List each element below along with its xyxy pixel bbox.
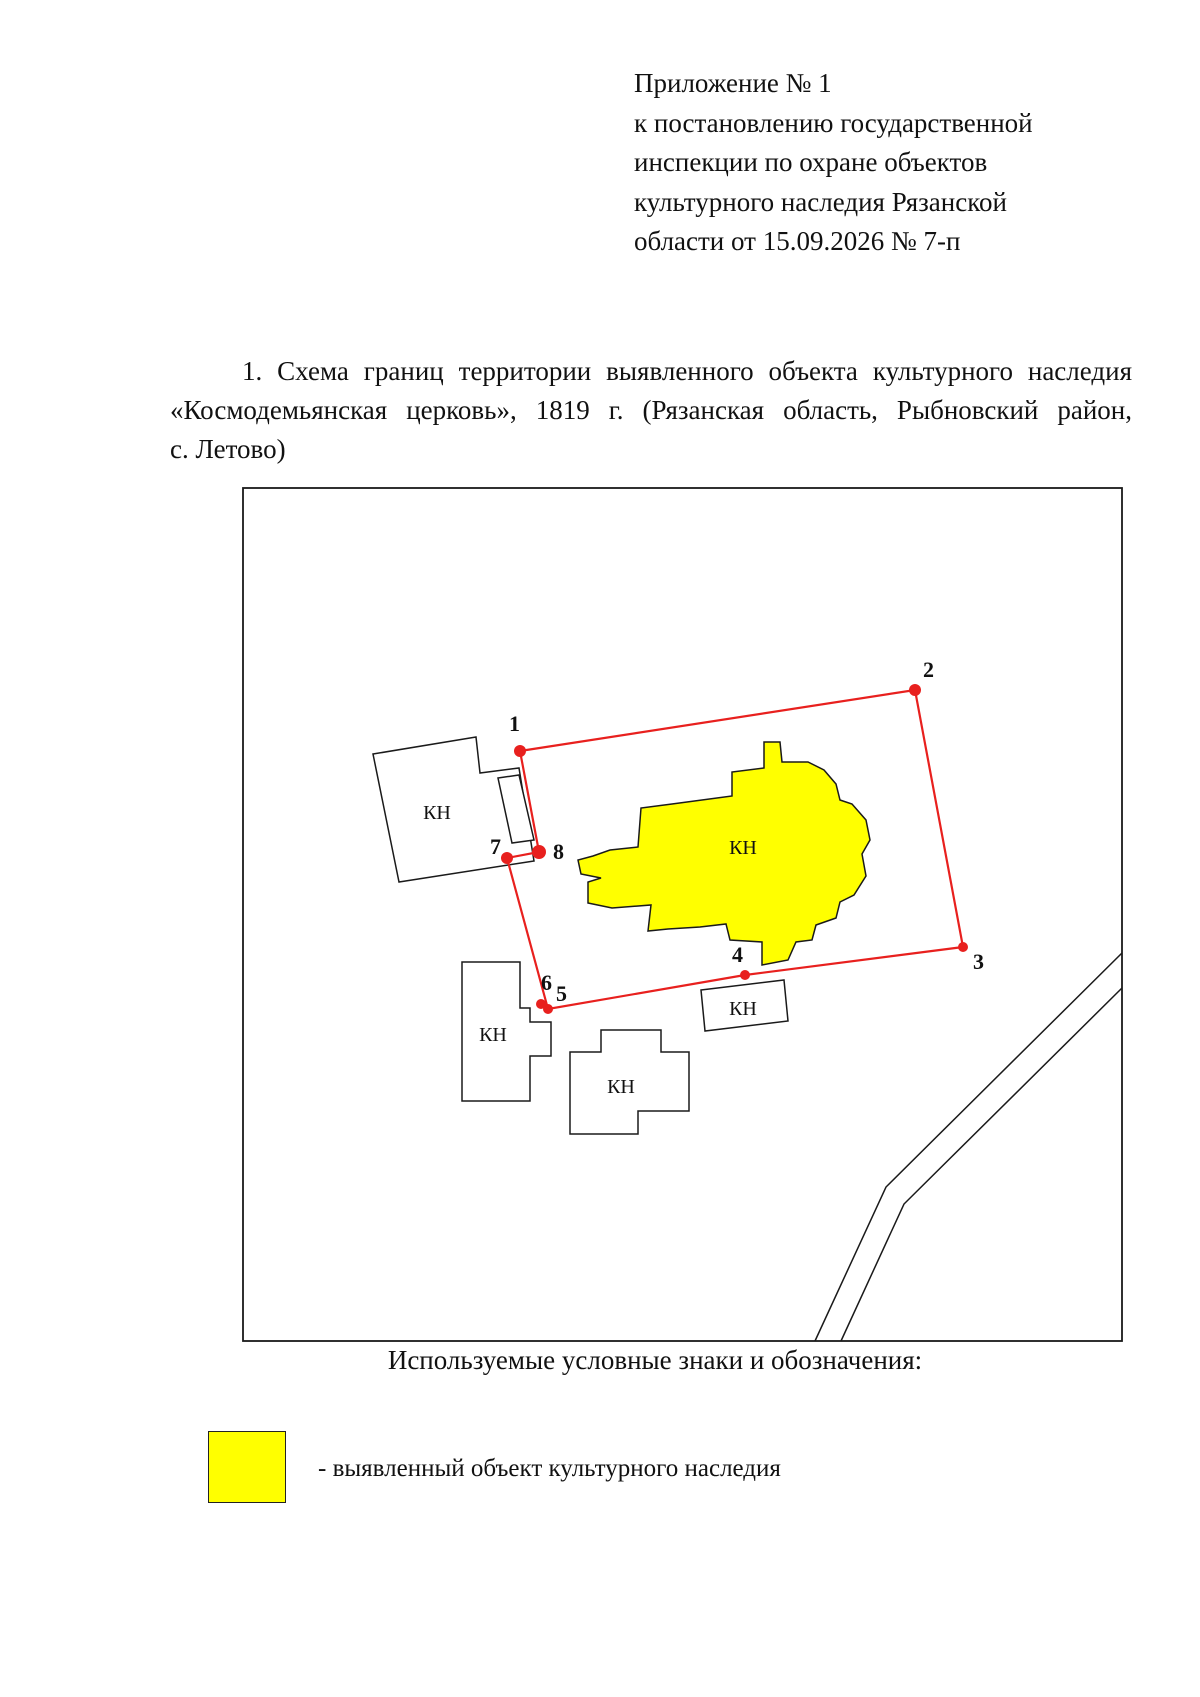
- road-edge: [841, 988, 1122, 1341]
- boundary-point-6: [536, 999, 546, 1009]
- legend-swatch: [208, 1431, 286, 1503]
- building-label: КН: [729, 837, 757, 859]
- point-label: 8: [553, 839, 564, 864]
- heading-line: «Космодемьянская церковь», 1819 г. (Рязанская область, Рыбновский район,: [170, 395, 1132, 425]
- building-label: КН: [479, 1024, 507, 1046]
- appendix-line: культурного наследия Рязанской: [634, 186, 1007, 217]
- point-label: 4: [732, 942, 743, 967]
- heading-line: с. Летово): [170, 434, 286, 464]
- building-label: КН: [607, 1076, 635, 1098]
- point-label: 7: [490, 834, 501, 859]
- legend-item-label: - выявленный объект культурного наследия: [318, 1455, 781, 1482]
- boundary-point-2: [909, 684, 921, 696]
- point-label: 6: [541, 970, 552, 995]
- building-label: КН: [423, 802, 451, 824]
- legend-title: Используемые условные знаки и обозначения:: [387, 1345, 923, 1375]
- building-label: КН: [729, 998, 757, 1020]
- boundary-point-3: [958, 942, 968, 952]
- appendix-line: области от 15.09.2026 № 7-п: [634, 226, 961, 256]
- appendix-line: к постановлению государственной: [634, 107, 1033, 138]
- appendix-line: инспекции по охране объектов: [634, 147, 988, 177]
- boundary-point-8: [532, 845, 546, 859]
- boundary-point-4: [740, 970, 750, 980]
- point-label: 5: [556, 981, 567, 1006]
- boundary-point-1: [514, 745, 526, 757]
- appendix-line: Приложение № 1: [634, 68, 832, 98]
- heritage-object-church: [578, 742, 870, 965]
- point-label: 2: [923, 657, 934, 682]
- point-label: 3: [973, 949, 984, 974]
- heading-line: 1. Схема границ территории выявленного объекта культурного наследия: [242, 356, 1132, 386]
- boundary-point-7: [501, 852, 513, 864]
- point-label: 1: [509, 711, 520, 736]
- road-edge: [815, 953, 1122, 1341]
